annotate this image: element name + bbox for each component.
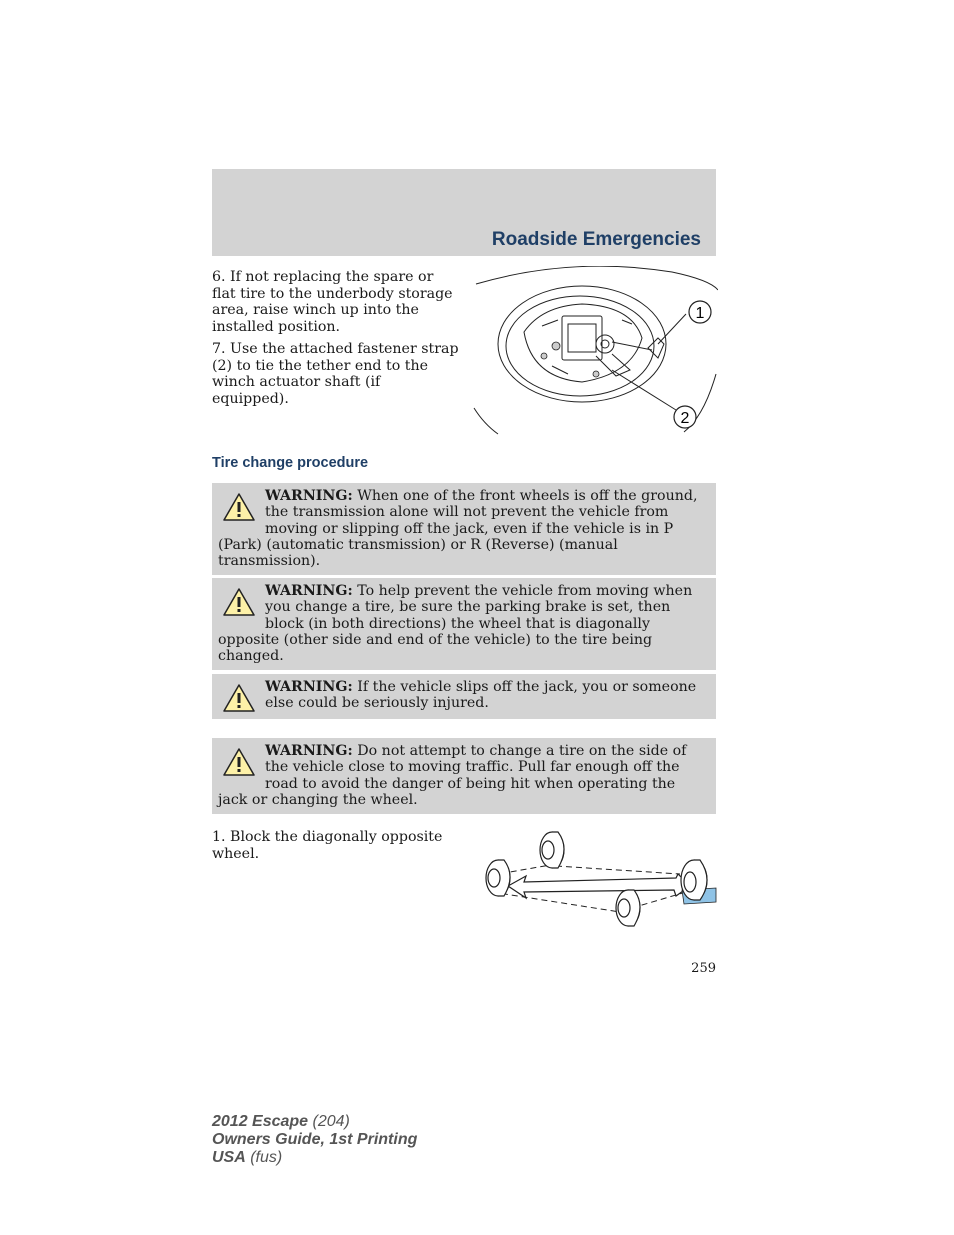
spare-tire-winch-illustration (472, 266, 718, 436)
section-header-band (212, 169, 716, 256)
warning-box-1 (212, 483, 716, 575)
warning-box-2 (212, 578, 716, 670)
warning-label: WARNING: (265, 743, 353, 759)
warning-box-3 (212, 674, 716, 719)
warning-label: WARNING: (265, 488, 353, 504)
footer-market: USA (212, 1149, 246, 1166)
block-wheel-step-text: 1. Block the diagonally opposite wheel. (212, 829, 443, 862)
page-number: 259 (691, 961, 716, 976)
warning-box-4 (212, 738, 716, 814)
step-6-text: 6. If not replacing the spare or flat tire to the underbody storage area, raise winch up into the installed position. (212, 269, 453, 335)
wheel-block-diagram (472, 830, 718, 930)
warning-triangle-icon (222, 587, 256, 617)
warning-text: To help prevent the vehicle from moving when you change a tire, be sure the parking brake is set, then block (in both directions) the wheel that is diagonally opposite (other side and end of the vehicle) to the tire being changed. (218, 583, 693, 665)
footer-market-code: (fus) (245, 1149, 283, 1166)
warning-label: WARNING: (265, 679, 353, 695)
warning-text: When one of the front wheels is off the ground, the transmission alone will not prevent the vehicle from moving or slipping off the jack, even if the vehicle is in P (Park) (automatic transmission) or R (Reverse) (manual transmission). (218, 488, 698, 570)
section-title: Roadside Emergencies (491, 229, 701, 250)
tire-change-subheading: Tire change procedure (212, 455, 369, 471)
footer-model-code: (204) (308, 1113, 350, 1130)
document-footer (212, 1113, 417, 1167)
warning-text: Do not attempt to change a tire on the side of the vehicle close to moving traffic. Pull far enough off the road to avoid the danger of being hit when operating the jack or changing the wheel. (218, 743, 687, 808)
callout-1-label: 1 (695, 305, 705, 322)
warning-triangle-icon (222, 683, 256, 713)
callout-2-label: 2 (680, 410, 690, 427)
warning-triangle-icon (222, 747, 256, 777)
footer-model: 2012 Escape (212, 1113, 309, 1130)
warning-triangle-icon (222, 492, 256, 522)
warning-text: If the vehicle slips off the jack, you or someone else could be seriously injured. (265, 679, 697, 712)
warning-label: WARNING: (265, 583, 353, 599)
footer-guide-edition: Owners Guide, 1st Printing (212, 1131, 418, 1148)
step-7-text: 7. Use the attached fastener strap (2) to tie the tether end to the winch actuator shaft (if equipped). (212, 341, 459, 407)
